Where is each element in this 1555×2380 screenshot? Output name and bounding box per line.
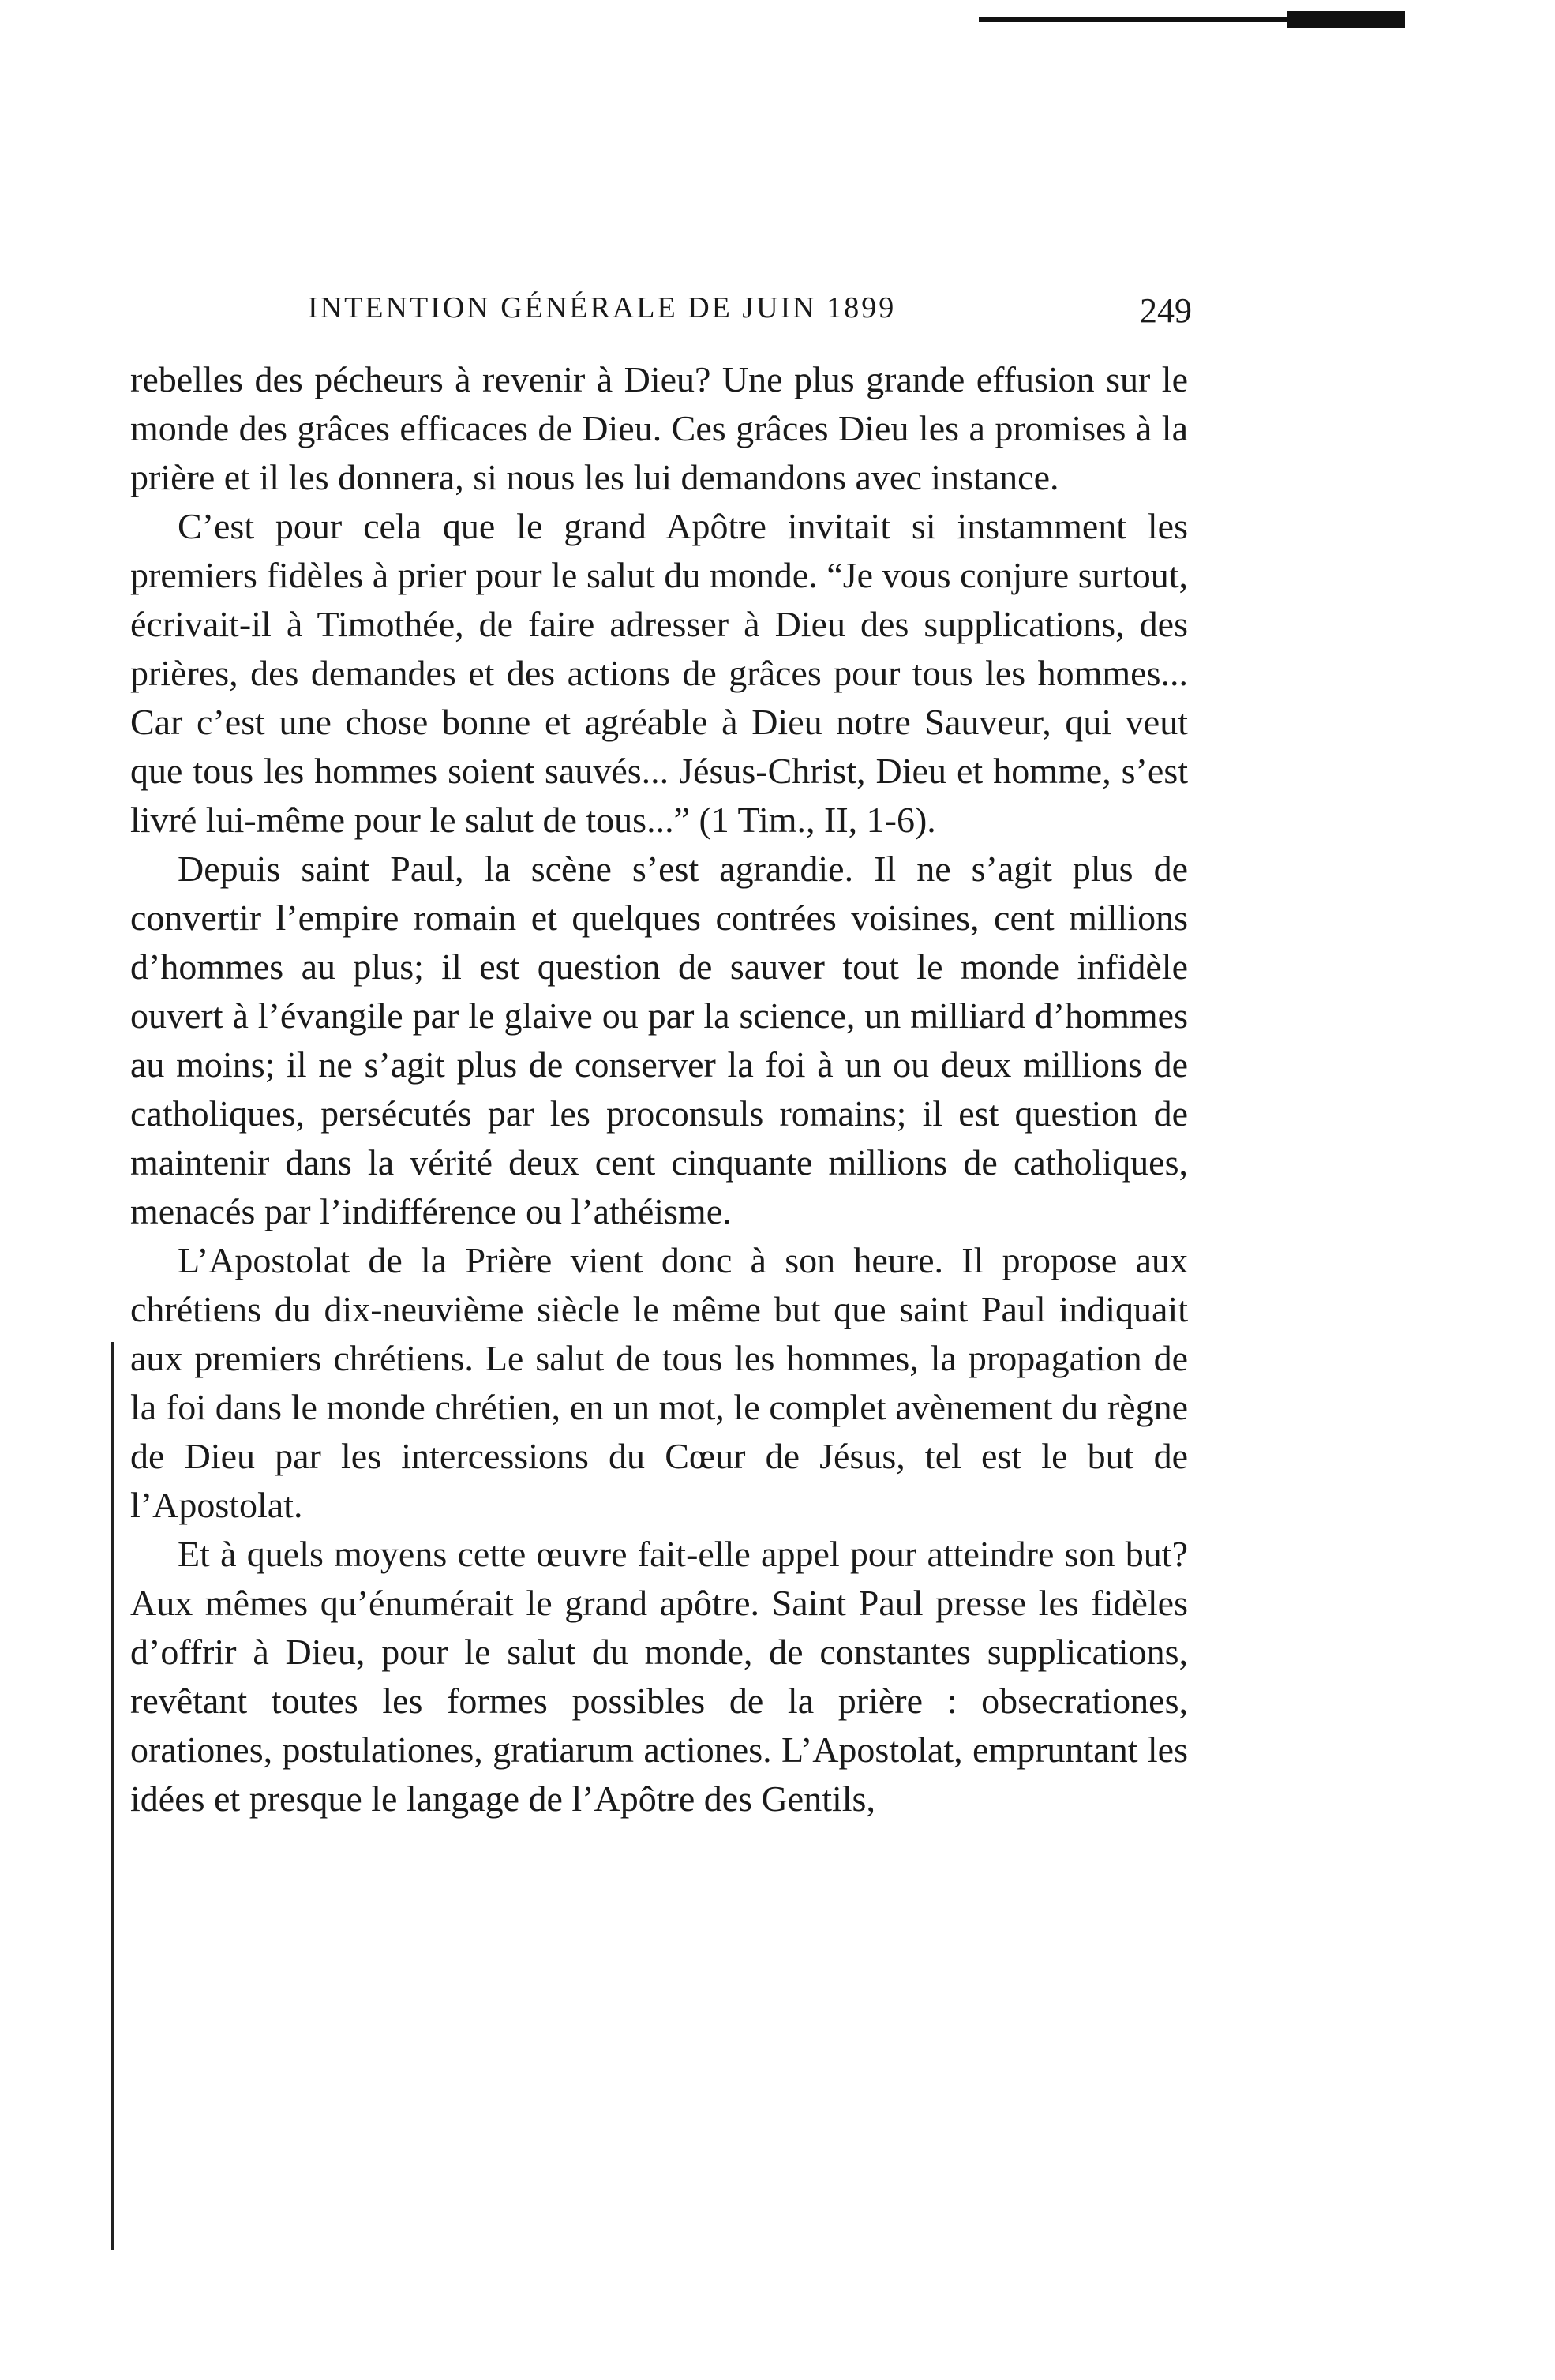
paragraph-5: Et à quels moyens cette œuvre fait-elle appel pour atteindre son but? Aux mêmes qu’énumérait le grand apôtre. Saint Paul presse les fidèles d’offrir à Dieu, pour le salut du monde, de constantes supplications, revêtant toutes les formes possibles de la prière : obsecrationes, orationes, postulationes, gratiarum actiones. L’Apostolat, empruntant les idées et presque le langage de l’Apôtre des Gentils, xyxy=(130,1534,1188,1819)
running-head: INTENTION GÉNÉRALE DE JUIN 1899 xyxy=(308,291,897,324)
body-text xyxy=(130,355,1188,1823)
page-number: 249 xyxy=(1140,291,1192,330)
paragraph-3: Depuis saint Paul, la scène s’est agrandie. Il ne s’agit plus de convertir l’empire romain et quelques contrées voisines, cent millions d’hommes au plus; il est question de sauver tout le monde infidèle ouvert à l’évangile par le glaive ou par la science, un milliard d’hommes au moins; il ne s’agit plus de conserver la foi à un ou deux millions de catholiques, persécutés par les proconsuls romains; il est question de maintenir dans la vérité deux cent cinquante millions de catholiques, menacés par l’indifférence ou l’athéisme. xyxy=(130,849,1188,1231)
paragraph-4: L’Apostolat de la Prière vient donc à son heure. Il propose aux chrétiens du dix-neuvième siècle le même but que saint Paul indiquait aux premiers chrétiens. Le salut de tous les hommes, la propagation de la foi dans le monde chrétien, en un mot, le complet avènement du règne de Dieu par les intercessions du Cœur de Jésus, tel est le but de l’Apostolat. xyxy=(130,1240,1188,1525)
paragraph-2: C’est pour cela que le grand Apôtre invitait si instamment les premiers fidèles à prier pour le salut du monde. “Je vous conjure surtout, écrivait-il à Timothée, de faire adresser à Dieu des supplications, des prières, des demandes et des actions de grâces pour tous les hommes... Car c’est une chose bonne et agréable à Dieu notre Sauveur, qui veut que tous les hommes soient sauvés... Jésus-Christ, Dieu et homme, s’est livré lui-même pour le salut de tous...” (1 Tim., II, 1-6). xyxy=(130,506,1188,840)
paragraph-1: rebelles des pécheurs à revenir à Dieu? Une plus grande effusion sur le monde des grâces efficaces de Dieu. Ces grâces Dieu les a promises à la prière et il les donnera, si nous les lui demandons avec instance. xyxy=(130,359,1188,497)
top-scan-rule xyxy=(979,17,1405,22)
margin-line xyxy=(111,1342,114,2250)
page-header xyxy=(130,284,1192,347)
book-page xyxy=(130,284,1192,1823)
